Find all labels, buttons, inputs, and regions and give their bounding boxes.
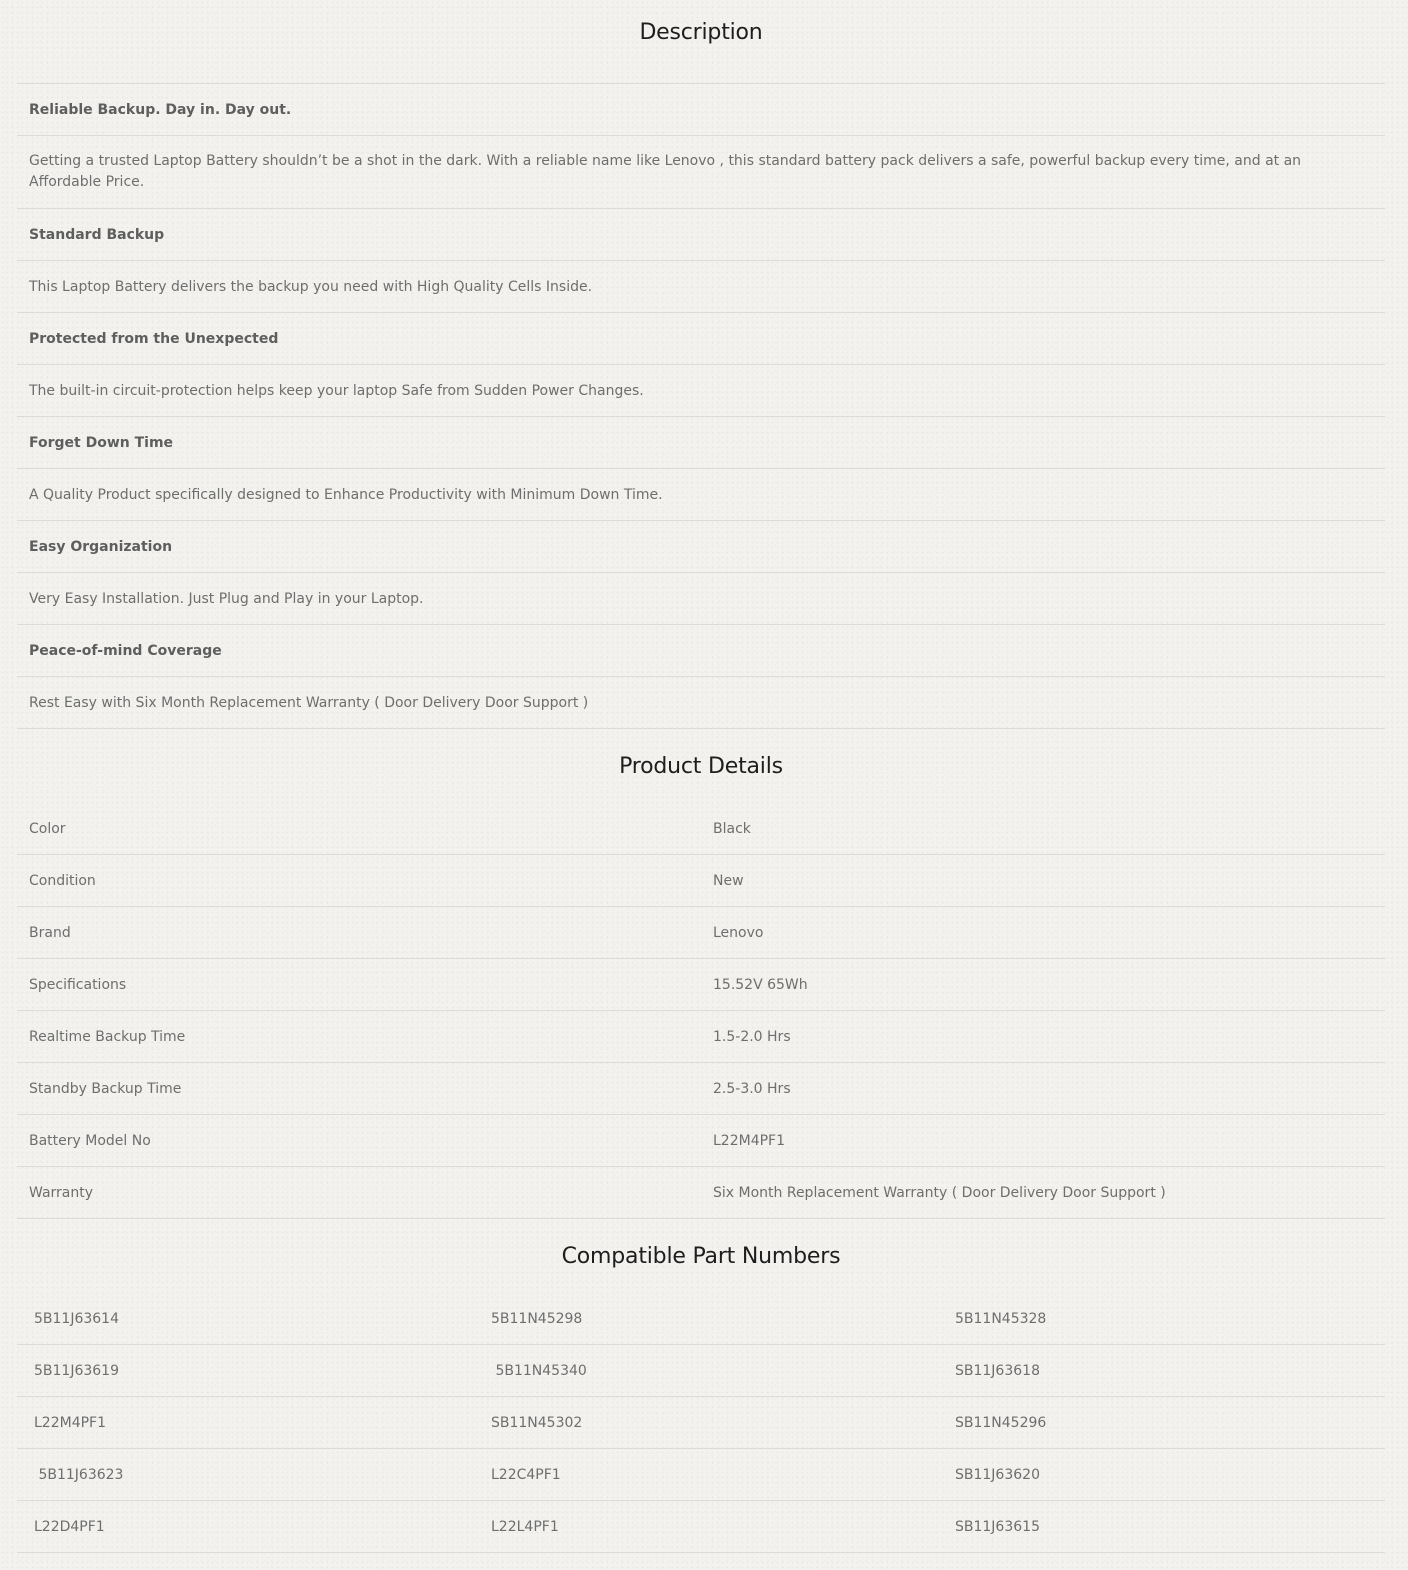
- description-body: Rest Easy with Six Month Replacement Warranty ( Door Delivery Door Support ): [17, 677, 1385, 729]
- product-details-table: [17, 803, 1385, 1219]
- description-heading: Forget Down Time: [17, 417, 1385, 469]
- description-body: The built-in circuit-protection helps keep your laptop Safe from Sudden Power Changes.: [17, 365, 1385, 417]
- detail-label: Color: [17, 803, 701, 855]
- detail-value: 2.5-3.0 Hrs: [701, 1063, 1385, 1115]
- part-number: 5B11N45298: [474, 1293, 938, 1345]
- description-body: Getting a trusted Laptop Battery shouldn’t be a shot in the dark. With a reliable name like Lenovo , this standard battery pack delivers a safe, powerful backup every time, and at an Affordable Price.: [17, 136, 1385, 209]
- product-info-page: [17, 0, 1385, 1553]
- detail-value: Lenovo: [701, 907, 1385, 959]
- compatible-parts-table: [17, 1293, 1385, 1553]
- product-details-section: [17, 729, 1385, 1219]
- table-row: [17, 1167, 1385, 1219]
- table-row: [17, 1345, 1385, 1397]
- part-number: L22C4PF1: [474, 1449, 938, 1501]
- part-number: 5B11N45340: [474, 1345, 938, 1397]
- description-section: [17, 0, 1385, 729]
- part-number: 5B11N45328: [938, 1293, 1385, 1345]
- detail-value: 1.5-2.0 Hrs: [701, 1011, 1385, 1063]
- detail-label: Warranty: [17, 1167, 701, 1219]
- compatible-parts-section: [17, 1219, 1385, 1553]
- detail-value: Black: [701, 803, 1385, 855]
- detail-label: Brand: [17, 907, 701, 959]
- detail-label: Standby Backup Time: [17, 1063, 701, 1115]
- table-row: [17, 1397, 1385, 1449]
- detail-value: New: [701, 855, 1385, 907]
- part-number: SB11N45296: [938, 1397, 1385, 1449]
- table-row: [17, 803, 1385, 855]
- compatible-parts-title: Compatible Part Numbers: [561, 1244, 841, 1269]
- table-row: [17, 907, 1385, 959]
- detail-label: Realtime Backup Time: [17, 1011, 701, 1063]
- table-row: [17, 1501, 1385, 1553]
- table-row: [17, 959, 1385, 1011]
- detail-label: Specifications: [17, 959, 701, 1011]
- table-row: [17, 1115, 1385, 1167]
- part-number: 5B11J63619: [17, 1345, 474, 1397]
- description-heading: Standard Backup: [17, 209, 1385, 261]
- table-row: [17, 855, 1385, 907]
- description-heading: Protected from the Unexpected: [17, 313, 1385, 365]
- part-number: 5B11J63614: [17, 1293, 474, 1345]
- detail-value: 15.52V 65Wh: [701, 959, 1385, 1011]
- description-body: This Laptop Battery delivers the backup you need with High Quality Cells Inside.: [17, 261, 1385, 313]
- description-body: Very Easy Installation. Just Plug and Play in your Laptop.: [17, 573, 1385, 625]
- description-heading: Easy Organization: [17, 521, 1385, 573]
- description-heading: Peace-of-mind Coverage: [17, 625, 1385, 677]
- table-row: [17, 1011, 1385, 1063]
- part-number: SB11N45302: [474, 1397, 938, 1449]
- detail-label: Condition: [17, 855, 701, 907]
- description-body: A Quality Product specifically designed to Enhance Productivity with Minimum Down Time.: [17, 469, 1385, 521]
- detail-label: Battery Model No: [17, 1115, 701, 1167]
- table-row: [17, 1063, 1385, 1115]
- product-details-title: Product Details: [619, 754, 783, 779]
- description-title: Description: [17, 0, 1385, 84]
- part-number: L22D4PF1: [17, 1501, 474, 1553]
- detail-value: Six Month Replacement Warranty ( Door Delivery Door Support ): [701, 1167, 1385, 1219]
- part-number: 5B11J63623: [17, 1449, 474, 1501]
- table-row: [17, 1449, 1385, 1501]
- part-number: L22M4PF1: [17, 1397, 474, 1449]
- detail-value: L22M4PF1: [701, 1115, 1385, 1167]
- part-number: SB11J63618: [938, 1345, 1385, 1397]
- description-heading: Reliable Backup. Day in. Day out.: [17, 84, 1385, 136]
- table-row: [17, 1293, 1385, 1345]
- part-number: L22L4PF1: [474, 1501, 938, 1553]
- part-number: SB11J63620: [938, 1449, 1385, 1501]
- part-number: SB11J63615: [938, 1501, 1385, 1553]
